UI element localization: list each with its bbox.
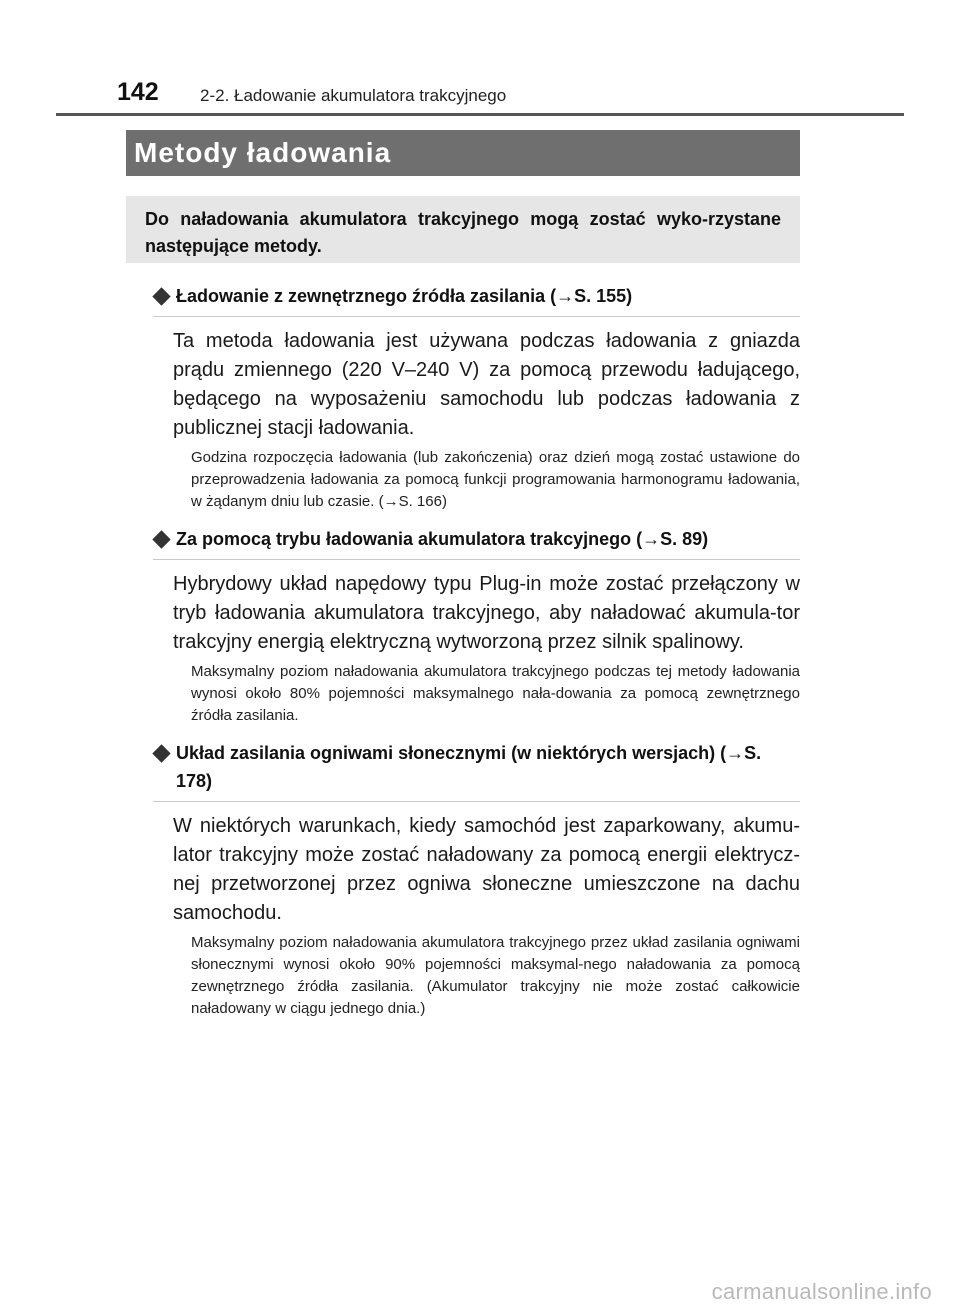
watermark: carmanualsonline.info: [711, 1279, 932, 1304]
intro-box: Do naładowania akumulatora trakcyjnego mogą zostać wyko-rzystane następujące metody.: [126, 196, 800, 263]
diamond-bullet-icon: [152, 287, 170, 305]
content: [153, 282, 800, 1032]
page-title: Metody ładowania: [126, 130, 800, 176]
section-note: Godzina rozpoczęcia ładowania (lub zakończenia) oraz dzień mogą zostać ustawione do przeprowadzenia ładowania za pomocą funkcji programowania harmonogramu ładowania, w żądanym dniu lub czasie. (→S. 166): [191, 449, 800, 510]
section-body: W niektórych warunkach, kiedy samochód jest zaparkowany, akumu-lator trakcyjny może zostać naładowany za pomocą energii elektrycz-nej przetworzonej przez ogniwa słoneczne umieszczone na dachu samochodu.: [173, 815, 800, 924]
section-note: Maksymalny poziom naładowania akumulatora trakcyjnego podczas tej metody ładowania wynosi około 80% pojemności maksymalnego nała-dowania za pomocą zewnętrznego źródła zasilania.: [191, 663, 800, 724]
section-heading-text: Za pomocą trybu ładowania akumulatora trakcyjnego (→S. 89): [176, 529, 709, 549]
diamond-bullet-icon: [152, 744, 170, 762]
header-divider: [56, 113, 904, 116]
section-heading: [153, 739, 800, 802]
page-number: 142: [117, 78, 159, 106]
section-body: Hybrydowy układ napędowy typu Plug-in może zostać przełączony w tryb ładowania akumulatora trakcyjnego, aby naładować akumula-tor trakcyjny energią elektryczną wytworzoną przez silnik spalinowy.: [173, 573, 800, 653]
section-charge-mode: [153, 525, 800, 727]
section-heading-text: Układ zasilania ogniwami słonecznymi (w niektórych wersjach) (→S. 178): [176, 743, 762, 791]
section-external-charging: [153, 282, 800, 513]
diamond-bullet-icon: [152, 530, 170, 548]
running-header: 2-2. Ładowanie akumulatora trakcyjnego: [200, 86, 507, 105]
section-body: Ta metoda ładowania jest używana podczas ładowania z gniazda prądu zmiennego (220 V–240 V) za pomocą przewodu ładującego, będącego na wyposażeniu samochodu lub podczas ładowania z publicznej stacji ładowania.: [173, 330, 800, 439]
section-note: Maksymalny poziom naładowania akumulatora trakcyjnego przez układ zasilania ogniwami słonecznymi wynosi około 90% pojemności maksymal-nego naładowania za pomocą zewnętrznego źródła zasilania. (Akumulator trakcyjny nie może zostać całkowicie naładowany w ciągu jednego dnia.): [191, 934, 800, 1017]
section-heading: [153, 282, 800, 317]
section-solar-charging: [153, 739, 800, 1020]
section-heading: [153, 525, 800, 560]
section-heading-text: Ładowanie z zewnętrznego źródła zasilania (→S. 155): [176, 286, 633, 306]
